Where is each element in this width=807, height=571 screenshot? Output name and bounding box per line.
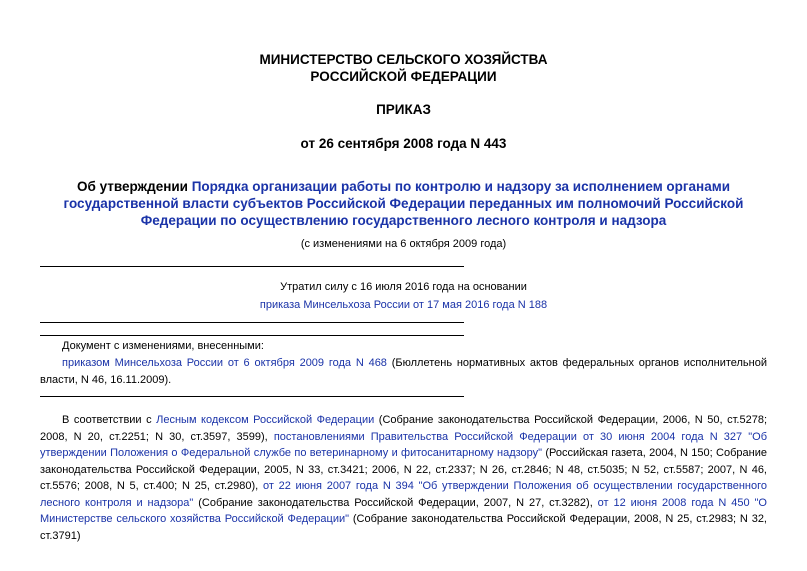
document-date: от 26 сентября 2008 года N 443	[300, 136, 507, 151]
document-title	[40, 178, 767, 229]
body-text-4: (Собрание законодательства Российской Федерации, 2007, N 27, ст.3282),	[193, 496, 598, 509]
body-text-1: В соответствии с	[62, 414, 157, 426]
ministry-line-1: МИНИСТЕРСТВО СЕЛЬСКОГО ХОЗЯЙСТВА	[259, 52, 548, 67]
body-text-5: (Собрание законодательства Российской Федерации, 2008, N 25, ст.2983; N 32, ст.3791)	[40, 513, 767, 542]
divider	[40, 335, 464, 336]
ministry-line-2: РОССИЙСКОЙ ФЕДЕРАЦИИ	[310, 69, 497, 84]
body-paragraph	[40, 412, 767, 544]
body-text-3: (Российская газета, 2004, N 150; Собрание законодательства Российской Федерации, 2005, N 33, ст.3421; 2006, N 22, ст.2337; N 26, ст.2846; N 48, ст.5035; N 52, ст.5587; 2007, N 46, ст.5576; 2008, N 5, ст.400; N 25, ст.2980),	[40, 447, 767, 492]
changes-heading: Документ с изменениями, внесенными:	[62, 340, 264, 352]
divider	[40, 266, 464, 267]
changes-source: (Бюллетень нормативных актов федеральных органов исполнительной власти, N 46, 16.11.2009).	[40, 357, 767, 386]
resolution-450-link[interactable]: от 12 июня 2008 года N 450 "О Министерстве сельского хозяйства Российской Федерации"	[40, 496, 767, 525]
amendments-note: (с изменениями на 6 октября 2009 года)	[300, 238, 507, 250]
forest-code-link[interactable]: Лесным кодексом Российской Федерации	[156, 414, 375, 426]
document-type: ПРИКАЗ	[376, 102, 431, 117]
title-prefix: Об утверждении	[76, 179, 192, 194]
body-text-2: (Собрание законодательства Российской Федерации, 2006, N 50, ст.5278; 2008, N 20, ст.2251; N 30, ст.3597, 3599),	[40, 414, 767, 443]
status-line: Утратил силу с 16 июля 2016 года на основании	[280, 281, 527, 293]
divider	[40, 322, 464, 323]
title-link[interactable]: Порядка организации работы по контролю и надзору за исполнением органами государственной власти субъектов Российской Федерации переданных им полномочий Российской Федерации по осуществлению государственного лесного контроля и надзора	[63, 179, 744, 228]
divider	[40, 396, 464, 397]
government-resolution-link[interactable]: постановлениями Правительства Российской Федерации от 30 июня 2004 года N 327 "Об утверждении Положения о Федеральной службе по ветеринарному и фитосанитарному надзору"	[40, 430, 767, 459]
changes-paragraph	[40, 355, 767, 388]
repeal-order-link[interactable]: приказа Минсельхоза России от 17 мая 2016 года N 188	[259, 299, 548, 311]
amending-order-link[interactable]: приказом Минсельхоза России от 6 октября 2009 года N 468	[62, 357, 387, 369]
resolution-394-link[interactable]: от 22 июня 2007 года N 394 "Об утверждении Положения об осуществлении государственного лесного контроля и надзора"	[40, 480, 767, 509]
